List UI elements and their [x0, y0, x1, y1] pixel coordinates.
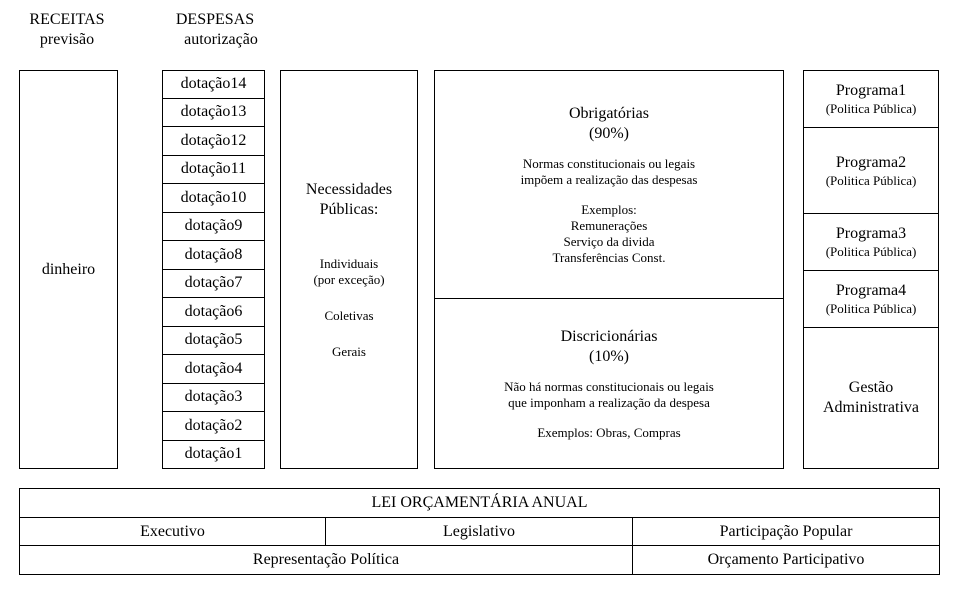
programa-sub: (Politica Pública) [825, 101, 917, 116]
necessidades-item: (por exceção) [313, 271, 385, 287]
programa-title: Programa4 [835, 282, 907, 299]
dotacao-label: dotação14 [180, 75, 247, 93]
dotacao-cell [162, 155, 265, 185]
dotacao-cell [162, 326, 265, 356]
programas-box [803, 70, 939, 469]
obrigatorias-section [435, 71, 783, 298]
dotacao-label: dotação13 [180, 103, 247, 121]
programa-sub: (Politica Pública) [825, 244, 917, 259]
dinheiro-label: dinheiro [41, 260, 96, 278]
dotacao-cell [162, 411, 265, 441]
programa-title: Programa1 [835, 82, 907, 99]
dotacao-label: dotação4 [184, 359, 243, 377]
obrigatorias-example: Serviço da divida [563, 233, 655, 249]
programa-sub: (Politica Pública) [825, 172, 917, 188]
programa-title: Programa2 [835, 153, 907, 171]
dotacao-label: dotação5 [184, 331, 243, 349]
dotacao-cell [162, 126, 265, 156]
dotacoes-stack [162, 70, 265, 469]
dotacao-cell [162, 354, 265, 384]
lei-cell-orcamento: Orçamento Participativo [707, 551, 865, 568]
discricionarias-desc: Não há normas constitucionais ou legais [504, 378, 714, 394]
programa-cell [804, 71, 938, 128]
lei-cell-legislativo: Legislativo [326, 518, 633, 545]
obrigatorias-example: Remunerações [570, 217, 648, 233]
despesas-header [160, 10, 270, 50]
lei-cell-participacao: Participação Popular [719, 522, 853, 540]
dotacao-cell [162, 383, 265, 413]
obrigatorias-percent: (90%) [589, 124, 629, 142]
obrigatorias-desc: impõem a realização das despesas [520, 171, 698, 187]
discricionarias-examples: Exemplos: Obras, Compras [537, 424, 681, 440]
dotacao-label: dotação12 [180, 131, 247, 149]
receitas-title: RECEITAS [29, 11, 105, 28]
gestao-cell [804, 328, 938, 468]
gestao-line-1: Gestão [848, 379, 894, 396]
dotacao-cell [162, 70, 265, 99]
receitas-header [12, 10, 122, 50]
dotacao-label: dotação11 [180, 160, 247, 178]
discricionarias-desc: que imponham a realização da despesa [508, 394, 710, 410]
programa-cell [804, 214, 938, 271]
discricionarias-percent: (10%) [589, 347, 629, 365]
necessidades-item: Coletivas [324, 307, 374, 323]
dotacao-cell [162, 240, 265, 270]
gestao-line-2: Administrativa [823, 399, 919, 416]
programa-sub: (Politica Pública) [825, 301, 917, 316]
programa-cell [804, 128, 938, 214]
dotacao-label: dotação8 [184, 245, 243, 263]
dotacao-label: dotação6 [184, 302, 243, 320]
necessidades-item: Individuais [319, 255, 379, 271]
dotacao-label: dotação2 [184, 416, 243, 434]
lei-row-1 [20, 518, 939, 546]
dotacao-cell [162, 98, 265, 128]
despesas-title: DESPESAS [175, 11, 255, 28]
obrigatorias-examples-title: Exemplos: [581, 201, 637, 217]
dotacao-label: dotação1 [184, 445, 243, 463]
dotacao-cell [162, 212, 265, 242]
necessidades-box [280, 70, 418, 469]
necessidades-item: Gerais [332, 343, 366, 359]
lei-table [19, 488, 940, 575]
dotacao-label: dotação7 [184, 274, 243, 292]
lei-cell-representacao: Representação Política [20, 546, 633, 574]
dotacao-cell [162, 269, 265, 299]
dotacao-label: dotação9 [184, 217, 243, 235]
dotacao-cell [162, 440, 265, 470]
despesas-sub: autorização [184, 31, 258, 48]
dotacao-label: dotação10 [180, 188, 247, 206]
lei-cell-executivo: Executivo [20, 518, 326, 545]
despesas-tipo-box [434, 70, 784, 469]
lei-title: LEI ORÇAMENTÁRIA ANUAL [371, 494, 588, 511]
discricionarias-section [435, 299, 783, 468]
programa-title: Programa3 [835, 225, 907, 242]
obrigatorias-example: Transferências Const. [552, 249, 666, 265]
dinheiro-box [19, 70, 118, 469]
obrigatorias-title: Obrigatórias [569, 104, 649, 122]
receitas-sub: previsão [39, 31, 95, 48]
dotacao-cell [162, 297, 265, 327]
lei-title-row [20, 489, 939, 518]
necessidades-title-2: Públicas: [319, 200, 379, 218]
discricionarias-title: Discricionárias [560, 327, 658, 345]
dotacao-label: dotação3 [184, 388, 243, 406]
necessidades-title-1: Necessidades [305, 180, 393, 198]
dotacao-cell [162, 183, 265, 213]
obrigatorias-desc: Normas constitucionais ou legais [522, 155, 696, 171]
lei-row-2 [20, 546, 939, 574]
programa-cell [804, 271, 938, 328]
